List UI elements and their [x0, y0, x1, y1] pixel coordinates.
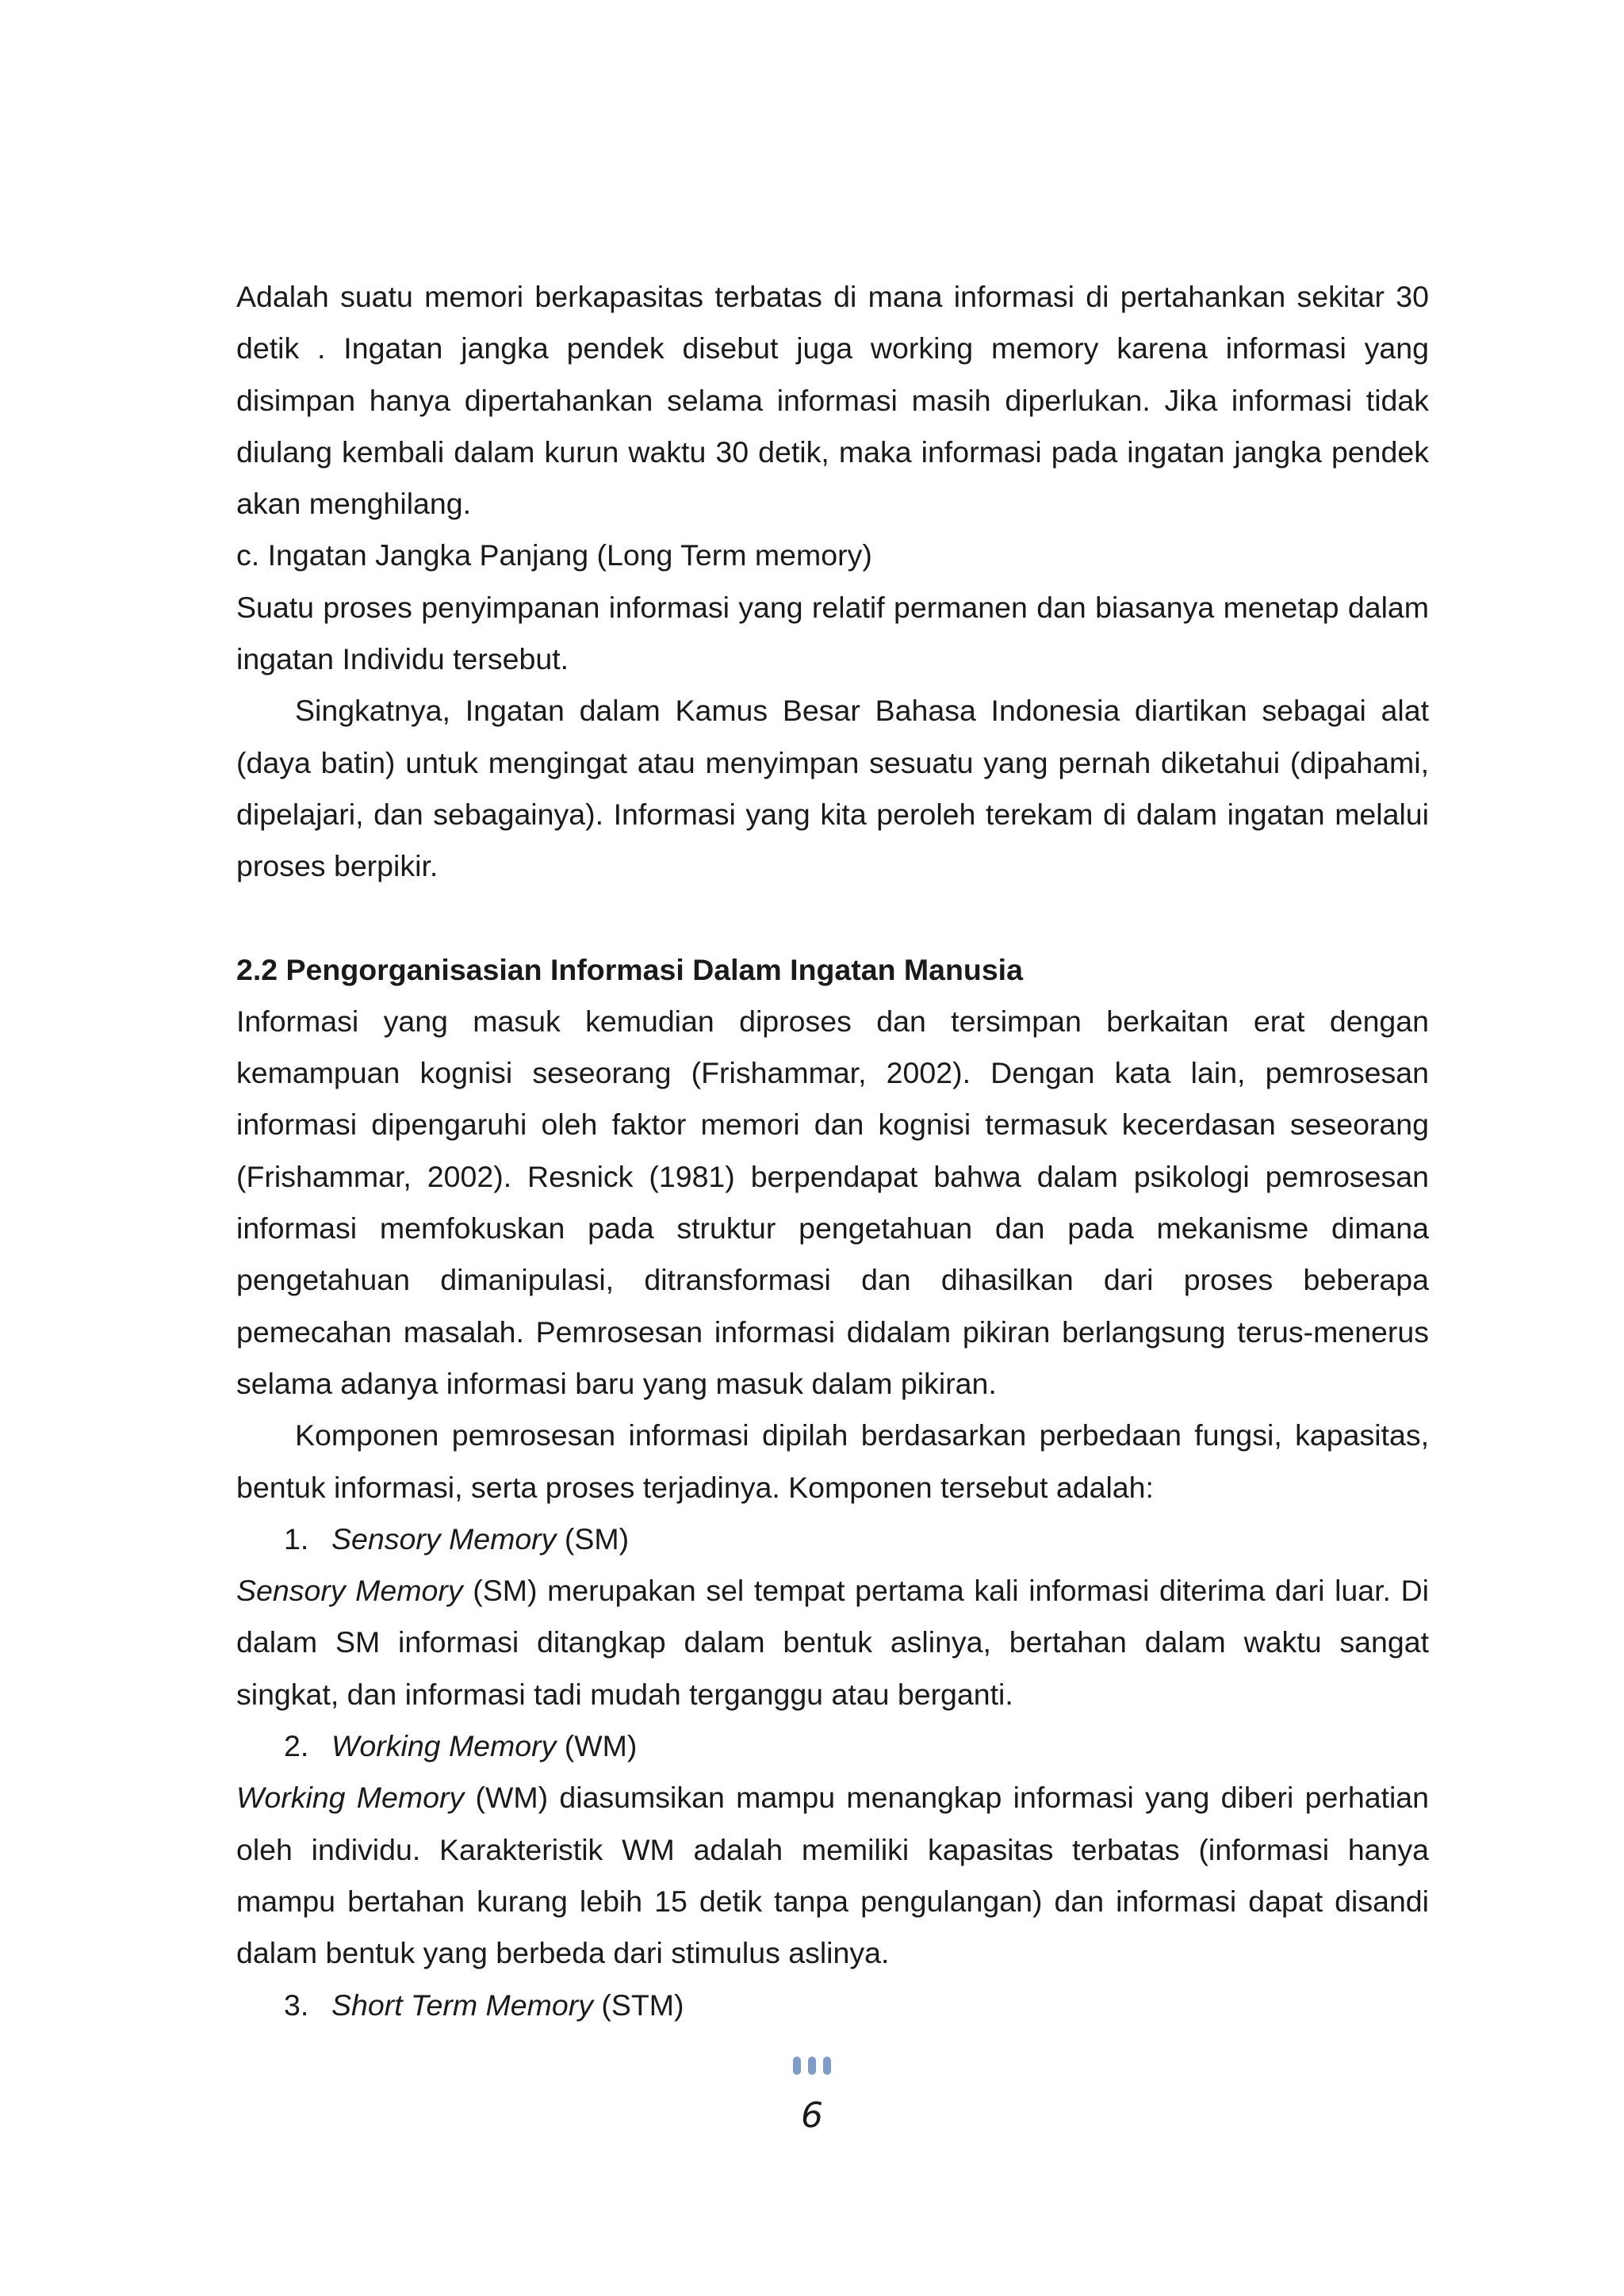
dot-icon	[793, 2057, 801, 2075]
body-text: (SM) merupakan sel tempat pertama kali informasi diterima dari luar. Di dalam SM informasi ditangkap dalam bentuk aslinya, bertahan dalam waktu sangat singkat, dan informasi tadi mudah terganggu atau berganti.	[236, 1574, 1429, 1711]
dot-icon	[808, 2057, 816, 2075]
list-abbr: (WM)	[556, 1729, 638, 1763]
sensory-memory-paragraph	[236, 1565, 1429, 1720]
list-item-sensory-memory	[236, 1513, 1429, 1565]
body-term: Working Memory	[236, 1781, 465, 1815]
list-abbr: (STM)	[592, 1988, 684, 2022]
list-term: Working Memory	[331, 1729, 557, 1763]
list-number: 3.	[284, 1988, 309, 2022]
section-heading: 2.2 Pengorganisasian Informasi Dalam Ingatan Manusia	[236, 952, 1023, 986]
components-intro-paragraph: Komponen pemrosesan informasi dipilah berdasarkan perbedaan fungsi, kapasitas, bentuk informasi, serta proses terjadinya. Komponen tersebut adalah:	[236, 1418, 1429, 1504]
list-number: 2.	[284, 1729, 309, 1763]
body-term: Sensory Memory	[236, 1574, 463, 1608]
list-item-working-memory	[236, 1720, 1429, 1772]
list-term: Sensory Memory	[331, 1521, 557, 1556]
dot-icon	[823, 2057, 831, 2075]
page-body	[236, 271, 1429, 2031]
working-memory-paragraph	[236, 1772, 1429, 1979]
ltm-description-paragraph: Suatu proses penyimpanan informasi yang relatif permanen dan biasanya menetap dalam ingatan Individu tersebut.	[236, 590, 1429, 676]
stm-description-paragraph: Adalah suatu memori berkapasitas terbatas di mana informasi di pertahankan sekitar 30 detik . Ingatan jangka pendek disebut juga working memory karena informasi yang disimpan hanya dipertahankan selama informasi masih diperlukan. Jika informasi tidak diulang kembali dalam kurun waktu 30 detik, maka informasi pada ingatan jangka pendek akan menghilang.	[236, 280, 1429, 521]
summary-paragraph: Singkatnya, Ingatan dalam Kamus Besar Bahasa Indonesia diartikan sebagai alat (daya batin) untuk mengingat atau menyimpan sesuatu yang pernah diketahui (dipahami, dipelajari, dan sebagainya). Informasi yang kita peroleh terekam di dalam ingatan melalui proses berpikir.	[236, 694, 1429, 883]
page-divider-dots	[793, 2057, 831, 2075]
ltm-subheading: c. Ingatan Jangka Panjang (Long Term memory)	[236, 538, 872, 572]
list-number: 1.	[284, 1521, 309, 1556]
page-number: 6	[801, 2095, 823, 2136]
body-text: (WM) diasumsikan mampu menangkap informasi yang diberi perhatian oleh individu. Karakteristik WM adalah memiliki kapasitas terbatas (informasi hanya mampu bertahan kurang lebih 15 detik tanpa pengulangan) dan informasi dapat disandi dalam bentuk yang berbeda dari stimulus aslinya.	[236, 1781, 1430, 1970]
list-term: Short Term Memory	[331, 1988, 593, 2022]
list-item-short-term-memory	[236, 1980, 1429, 2031]
list-abbr: (SM)	[556, 1521, 630, 1556]
information-processing-paragraph: Informasi yang masuk kemudian diproses dan tersimpan berkaitan erat dengan kemampuan kognisi seseorang (Frishammar, 2002). Dengan kata lain, pemrosesan informasi dipengaruhi oleh faktor memori dan kognisi termasuk kecerdasan seseorang (Frishammar, 2002). Resnick (1981) berpendapat bahwa dalam psikologi pemrosesan informasi memfokuskan pada struktur pengetahuan dan pada mekanisme dimana pengetahuan dimanipulasi, ditransformasi dan dihasilkan dari proses beberapa pemecahan masalah. Pemrosesan informasi didalam pikiran berlangsung terus-menerus selama adanya informasi baru yang masuk dalam pikiran.	[236, 1004, 1429, 1400]
